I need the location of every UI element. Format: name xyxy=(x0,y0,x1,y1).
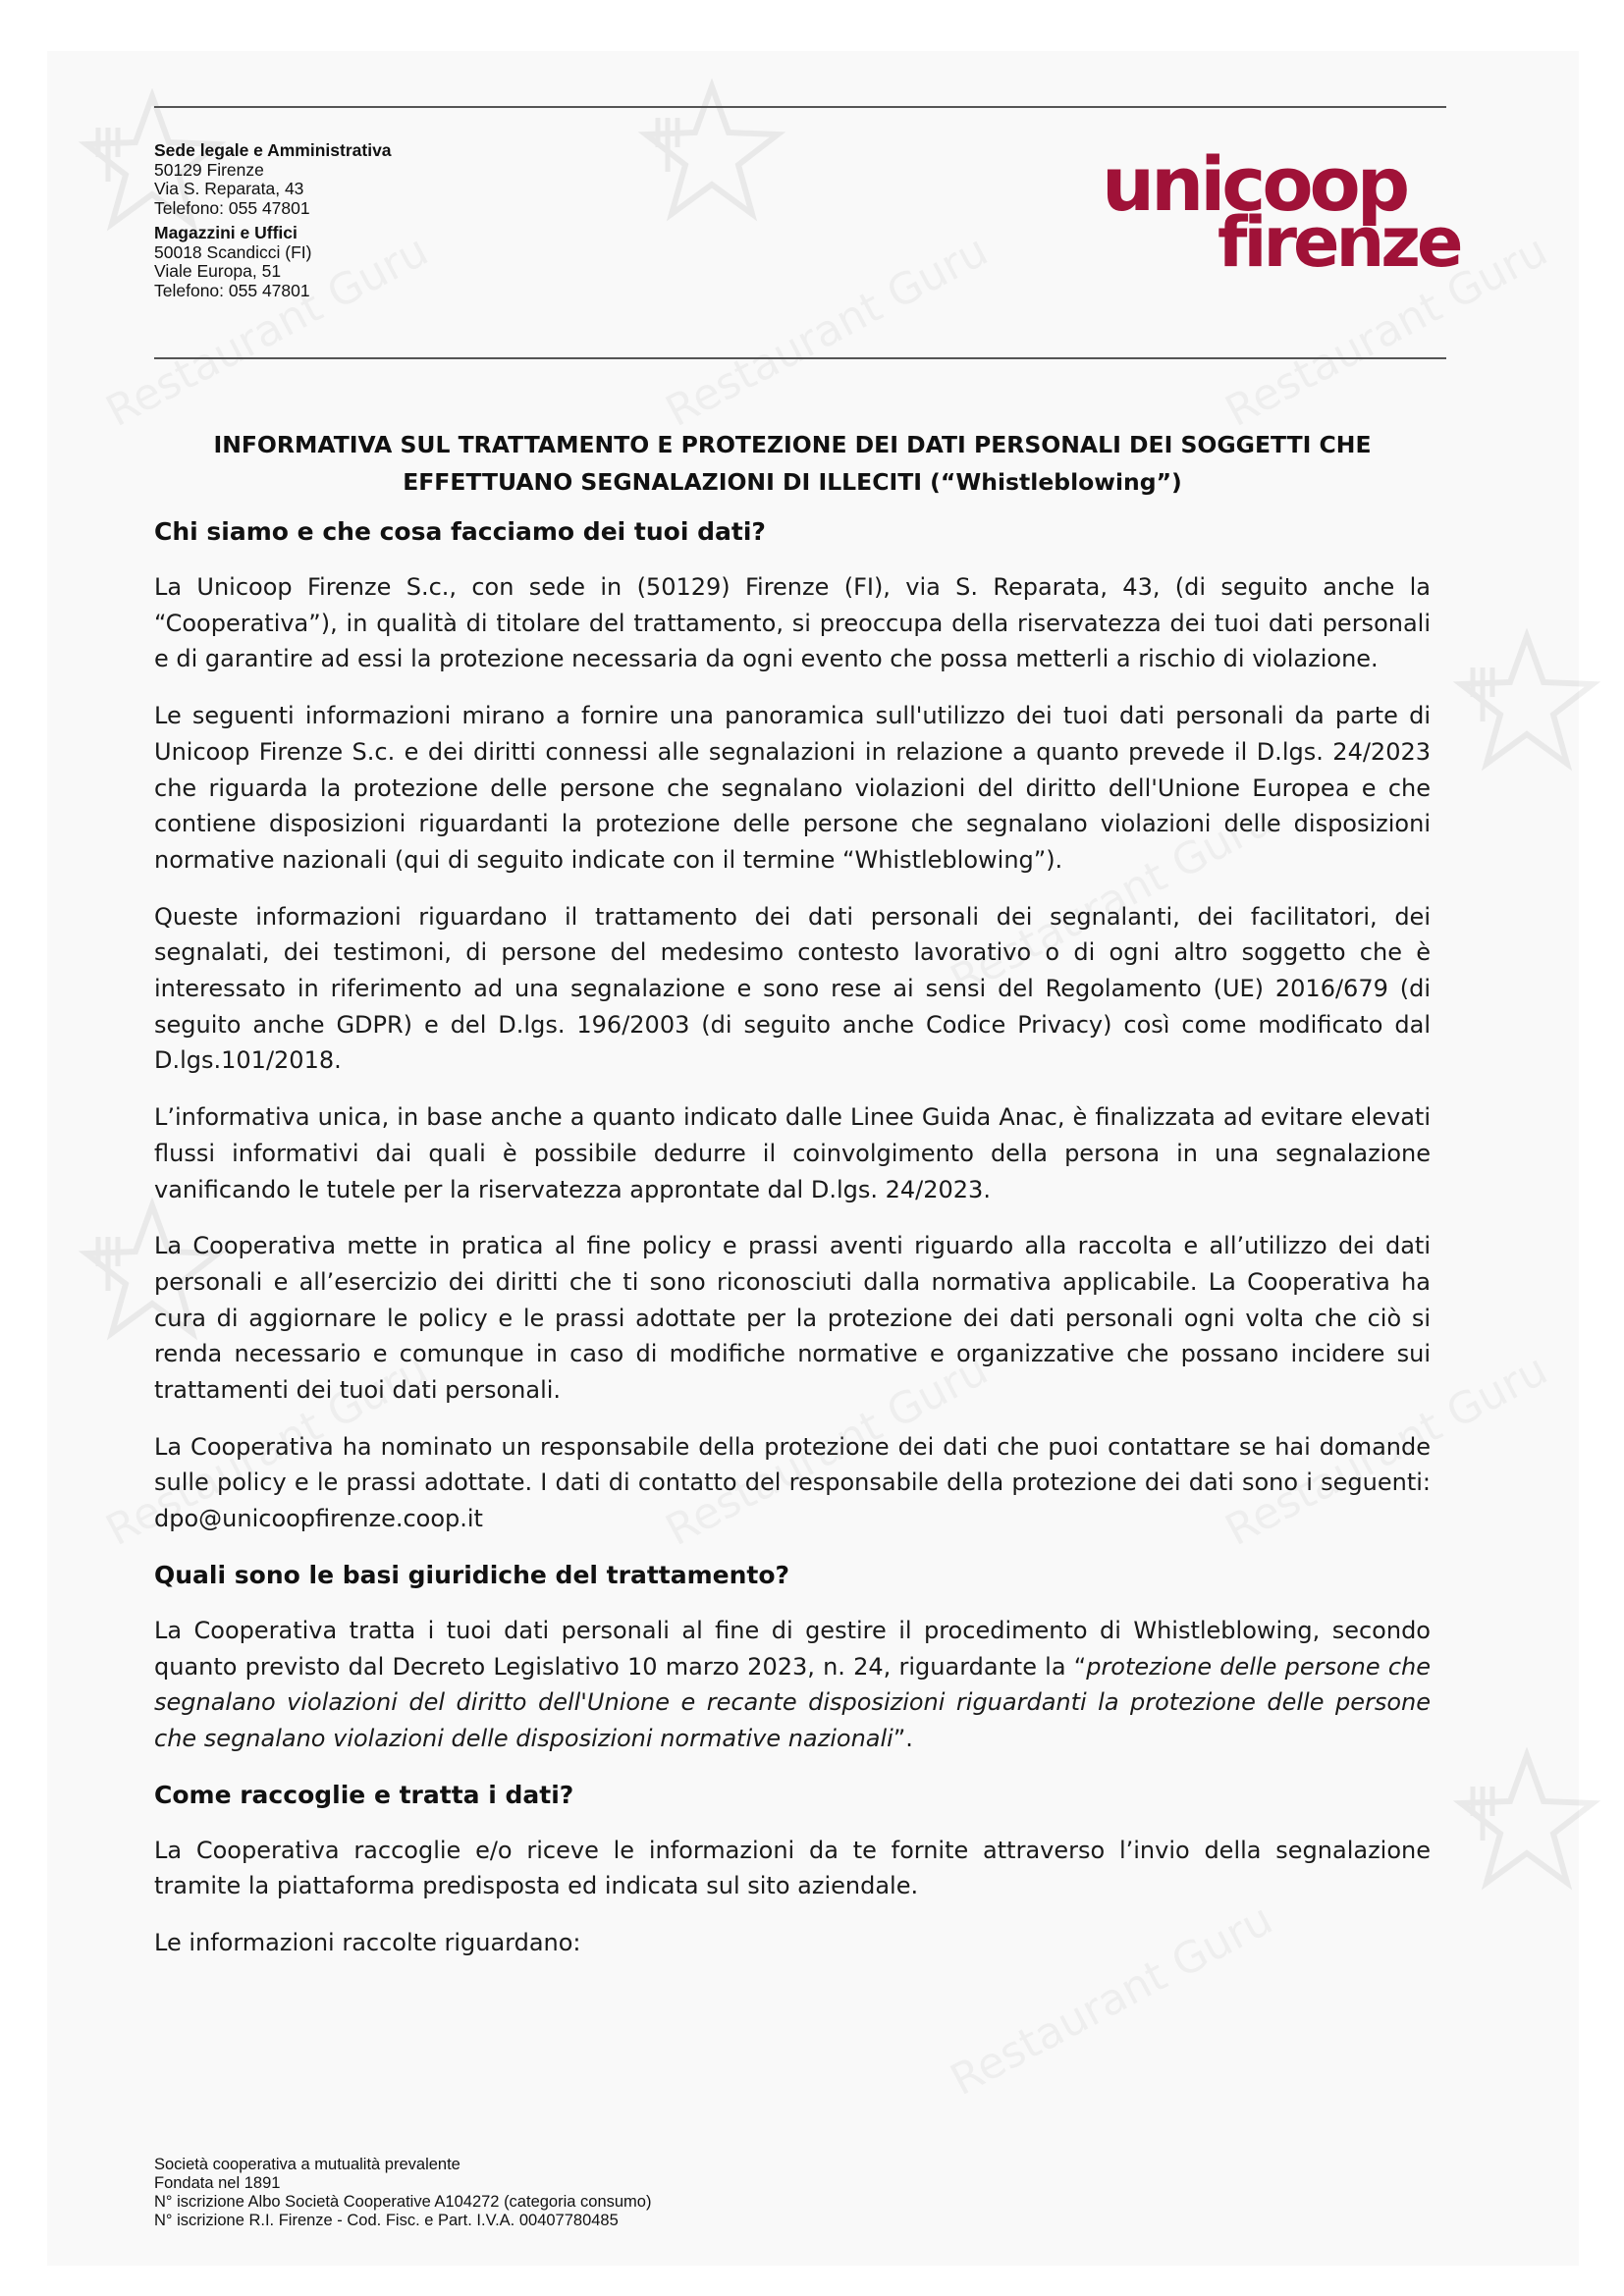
footer-line: Società cooperativa a mutualità prevalente xyxy=(154,2156,460,2173)
title-line: EFFETTUANO SEGNALAZIONI DI ILLECITI (“Whistleblowing”) xyxy=(403,468,1182,496)
footer-line: N° iscrizione Albo Società Cooperative A104272 (categoria consumo) xyxy=(154,2193,652,2211)
footer-line: N° iscrizione R.I. Firenze - Cod. Fisc. e Part. I.V.A. 00407780485 xyxy=(154,2212,619,2229)
logo-line-2: firenze xyxy=(1218,202,1460,283)
title-line: INFORMATIVA SUL TRATTAMENTO E PROTEZIONE DEI DATI PERSONALI DEI SOGGETTI CHE xyxy=(213,431,1372,458)
document-title xyxy=(154,426,1431,501)
logo-line-1: unicoop xyxy=(1102,140,1407,228)
paragraph: L’informativa unica, in base anche a quanto indicato dalle Linee Guida Anac, è finalizzata ad evitare elevati flussi informativi dai quali è possibile dedurre il coinvolgimento della persona in una segnalazione vanificando le tutele per la riservatezza approntate dal D.lgs. 24/2023. xyxy=(154,1103,1431,1203)
paragraph-italic-text: protezione delle persone che segnalano violazioni del diritto dell'Unione e recante disposizioni riguardanti la protezione delle persone che segnalano violazioni delle disposizioni normative nazionali xyxy=(154,1652,1432,1752)
magazzini-block xyxy=(154,224,392,300)
paragraph xyxy=(154,1613,1431,1757)
header-rule-bottom xyxy=(154,357,1446,359)
paragraph: Le informazioni raccolte riguardano: xyxy=(154,1929,581,1957)
sede-line: Telefono: 055 47801 xyxy=(154,197,310,218)
magazzini-heading: Magazzini e Uffici xyxy=(154,223,298,242)
paragraph-text: ”. xyxy=(893,1724,913,1752)
section-heading: Come raccoglie e tratta i dati? xyxy=(154,1780,574,1809)
paragraph: La Cooperativa ha nominato un responsabile della protezione dei dati che puoi contattare se hai domande sulle policy e le prassi adottate. I dati di contatto del responsabile della protezione dei dati sono i seguenti: dpo@unicoopfirenze.coop.it xyxy=(154,1432,1431,1533)
magazzini-line: Telefono: 055 47801 xyxy=(154,280,310,300)
paragraph: La Cooperativa mette in pratica al fine policy e prassi aventi riguardo alla raccolta e all’utilizzo dei dati personali e all’esercizio dei diritti che ti sono riconosciuti dalla normativa applicabile. La Cooperativa ha cura di aggiornare le policy e le prassi adottate per la protezione dei dati personali ogni volta che ciò si renda necessario e comunque in caso di modifiche normative e organizzative che possano incidere sui trattamenti dei tuoi dati personali. xyxy=(154,1232,1431,1405)
footer-line: Fondata nel 1891 xyxy=(154,2174,281,2192)
company-footer xyxy=(154,2156,651,2230)
paragraph: Le seguenti informazioni mirano a fornire una panoramica sull'utilizzo dei tuoi dati personali da parte di Unicoop Firenze S.c. e dei diritti connessi alle segnalazioni in relazione a quanto prevede il D.lgs. 24/2023 che riguarda la protezione delle persone che segnalano violazioni del diritto dell'Unione Europea e che contiene disposizioni riguardanti la protezione delle persone che segnalano violazioni delle disposizioni normative nazionali (qui di seguito indicate con il termine “Whistleblowing”). xyxy=(154,702,1431,874)
sede-heading: Sede legale e Amministrativa xyxy=(154,140,392,160)
paragraph: La Unicoop Firenze S.c., con sede in (50129) Firenze (FI), via S. Reparata, 43, (di seguito anche la “Cooperativa”), in qualità di titolare del trattamento, si preoccupa della riservatezza dei tuoi dati personali e di garantire ad essi la protezione necessaria da ogni evento che possa metterli a rischio di violazione. xyxy=(154,573,1431,673)
header-rule-top xyxy=(154,106,1446,108)
section-heading: Quali sono le basi giuridiche del trattamento? xyxy=(154,1560,790,1589)
sede-line: 50129 Firenze xyxy=(154,159,264,180)
sede-line: Via S. Reparata, 43 xyxy=(154,179,304,198)
section-heading: Chi siamo e che cosa facciamo dei tuoi dati? xyxy=(154,517,766,546)
sede-block xyxy=(154,141,392,218)
magazzini-line: 50018 Scandicci (FI) xyxy=(154,241,312,262)
paragraph: Queste informazioni riguardano il trattamento dei dati personali dei segnalanti, dei facilitatori, dei segnalati, dei testimoni, di persone del medesimo contesto lavorativo o di ogni altro soggetto che è interessato in riferimento ad una segnalazione e sono rese ai sensi del Regolamento (UE) 2016/679 (di seguito anche GDPR) e del D.lgs. 196/2003 (di seguito anche Codice Privacy) così come modificato dal D.lgs.101/2018. xyxy=(154,902,1431,1075)
paragraph: La Cooperativa raccoglie e/o riceve le informazioni da te fornite attraverso l’invio della segnalazione tramite la piattaforma predisposta ed indicata sul sito aziendale. xyxy=(154,1836,1431,1900)
paragraph-text: La Cooperativa tratta i tuoi dati personali al fine di gestire il procedimento di Whistleblowing, secondo quanto previsto dal Decreto Legislativo 10 marzo 2023, n. 24, riguardante la “ xyxy=(154,1616,1431,1681)
document-body xyxy=(154,514,1431,1982)
company-address xyxy=(154,141,392,300)
magazzini-line: Viale Europa, 51 xyxy=(154,261,282,281)
unicoop-firenze-logo xyxy=(1102,140,1460,285)
